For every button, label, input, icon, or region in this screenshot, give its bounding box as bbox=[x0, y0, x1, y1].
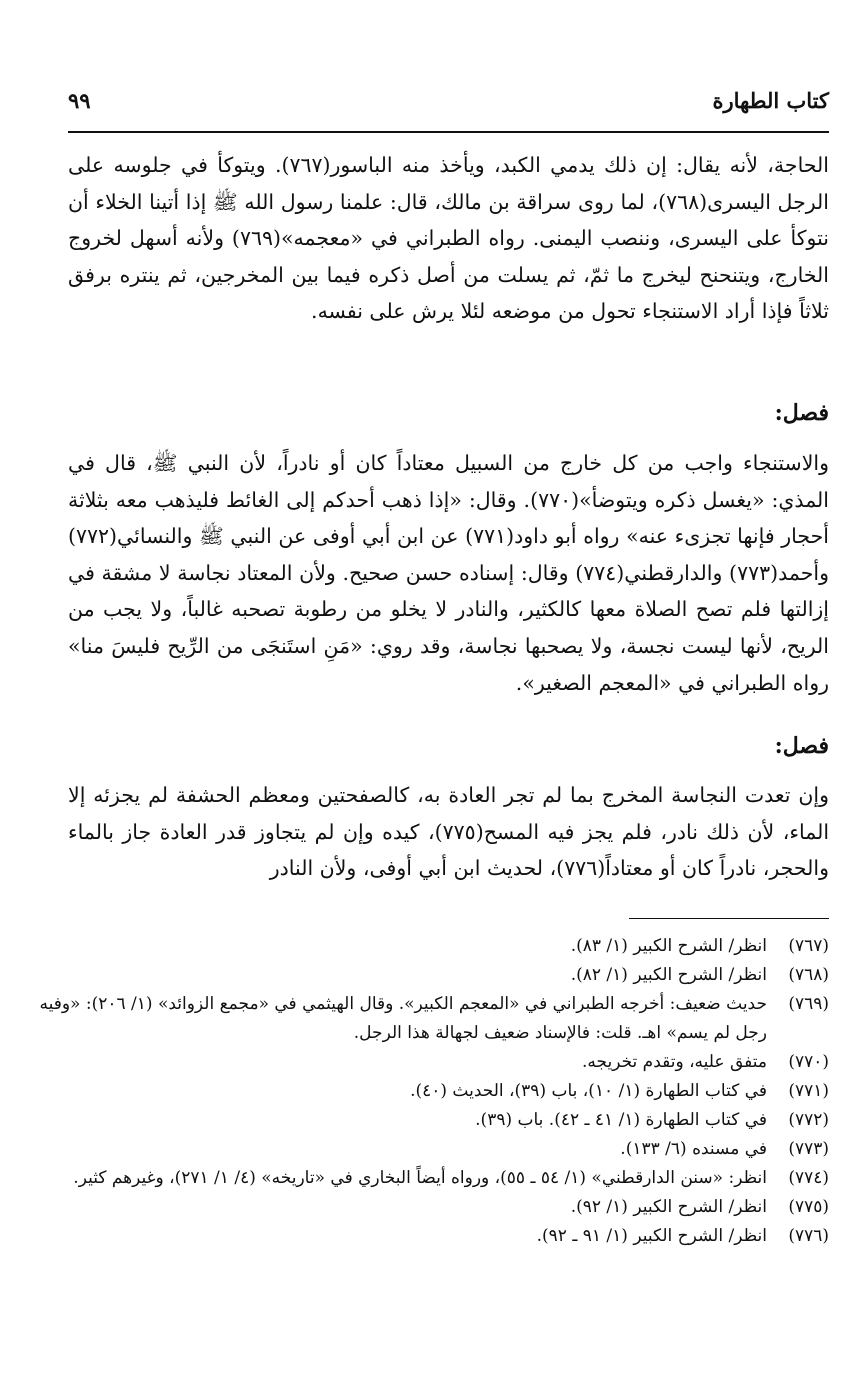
footnote-text: في مسنده (٦/ ١٣٣). bbox=[620, 1139, 767, 1159]
footnote-number: (٧٧٤) bbox=[788, 1168, 829, 1188]
footnote bbox=[28, 1164, 829, 1193]
footnotes bbox=[28, 932, 829, 1251]
footnote-text: في كتاب الطهارة (١/ ١٠)، باب (٣٩)، الحديث (٤٠). bbox=[410, 1081, 767, 1101]
footnote-separator bbox=[629, 918, 829, 919]
footnote-number: (٧٦٧) bbox=[788, 936, 829, 956]
section-heading-2: فصل: bbox=[774, 733, 829, 759]
running-header bbox=[68, 88, 829, 118]
footnote-text: انظر/ الشرح الكبير (١/ ٩١ ـ ٩٢). bbox=[536, 1226, 767, 1246]
section-heading-1: فصل: bbox=[774, 400, 829, 426]
footnote-number: (٧٧٢) bbox=[788, 1110, 829, 1130]
footnote bbox=[28, 1193, 829, 1222]
paragraph-2: والاستنجاء واجب من كل خارج من السبيل معتاداً كان أو نادراً، لأن النبي ﷺ، قال في المذي: «يغسل ذكره ويتوضأ»(٧٧٠). وقال: «إذا ذهب أحدكم إلى الغائط فليذهب معه بثلاثة أحجار فإنها تجزىء عنه» رواه أبو داود(٧٧١) عن ابن أبي أوفى عن النبي ﷺ والنسائي(٧٧٢) وأحمد(٧٧٣) والدارقطني(٧٧٤) وقال: إسناده حسن صحيح. ولأن المعتاد نجاسة لا مشقة في إزالتها فلم تصح الصلاة معها كالكثير، والنادر لا يخلو من رطوبة تصحبه غالباً، ولا يجب من الريح، لأنها ليست نجسة، ولا يصحبها نجاسة، وقد روي: «مَنِ استَنجَى من الرِّيح فليسَ منا» رواه الطبراني في «المعجم الصغير». bbox=[68, 451, 829, 695]
footnote-number: (٧٧١) bbox=[788, 1081, 829, 1101]
footnote-text: انظر/ الشرح الكبير (١/ ٨٢). bbox=[570, 965, 767, 985]
footnote bbox=[28, 1048, 829, 1077]
footnote bbox=[28, 1135, 829, 1164]
footnote-text: انظر/ الشرح الكبير (١/ ٨٣). bbox=[570, 936, 767, 956]
footnote bbox=[28, 1222, 829, 1251]
footnote bbox=[28, 961, 829, 990]
footnote-text: متفق عليه، وتقدم تخريجه. bbox=[581, 1052, 767, 1072]
paragraph-1: الحاجة، لأنه يقال: إن ذلك يدمي الكبد، ويأخذ منه الباسور(٧٦٧). ويتوكأ في جلوسه على الرجل اليسرى(٧٦٨)، لما روى سراقة بن مالك، قال: علمنا رسول الله ﷺ إذا أتينا الخلاء أن نتوكأ على اليسرى، وننصب اليمنى. رواه الطبراني في «معجمه»(٧٦٩) ولأنه أسهل لخروج الخارج، ويتنحنح ليخرج ما ثمّ، ثم يسلت من أصل ذكره فيما بين المخرجين، ثم ينتره برفق ثلاثاً فإذا أراد الاستنجاء تحول من موضعه لئلا يرش على نفسه. bbox=[68, 153, 829, 324]
book-title: كتاب الطهارة bbox=[712, 88, 829, 113]
page-number: ٩٩ bbox=[68, 88, 91, 113]
footnote-text: انظر/ الشرح الكبير (١/ ٩٢). bbox=[570, 1197, 767, 1217]
footnote bbox=[28, 1077, 829, 1106]
footnote bbox=[28, 990, 829, 1048]
footnote-text: انظر: «سنن الدارقطني» (١/ ٥٤ ـ ٥٥)، ورواه أيضاً البخاري في «تاريخه» (٤/ ١/ ٢٧١)، وغيرهم كثير. bbox=[73, 1168, 767, 1188]
footnote-number: (٧٦٩) bbox=[788, 994, 829, 1014]
header-rule bbox=[68, 131, 829, 133]
footnote-text: حديث ضعيف: أخرجه الطبراني في «المعجم الكبير». وقال الهيثمي في «مجمع الزوائد» (١/ ٢٠٦): «وفيه رجل لم يسم» اهـ. قلت: فالإسناد ضعيف لجهالة هذا الرجل. bbox=[39, 994, 767, 1043]
footnote-number: (٧٧٥) bbox=[788, 1197, 829, 1217]
footnote-number: (٧٧٠) bbox=[788, 1052, 829, 1072]
footnote-number: (٧٧٦) bbox=[788, 1226, 829, 1246]
footnote-number: (٧٦٨) bbox=[788, 965, 829, 985]
footnote-number: (٧٧٣) bbox=[788, 1139, 829, 1159]
footnote bbox=[28, 1106, 829, 1135]
footnote bbox=[28, 932, 829, 961]
footnote-text: في كتاب الطهارة (١/ ٤١ ـ ٤٢). باب (٣٩). bbox=[475, 1110, 767, 1130]
paragraph-3: وإن تعدت النجاسة المخرج بما لم تجر العادة به، كالصفحتين ومعظم الحشفة لم يجزئه إلا الماء، لأن ذلك نادر، فلم يجز فيه المسح(٧٧٥)، كيده وإن لم يتجاوز قدر العادة جاز بالماء والحجر، نادراً كان أو معتاداً(٧٧٦)، لحديث ابن أبي أوفى، ولأن النادر bbox=[68, 783, 830, 881]
